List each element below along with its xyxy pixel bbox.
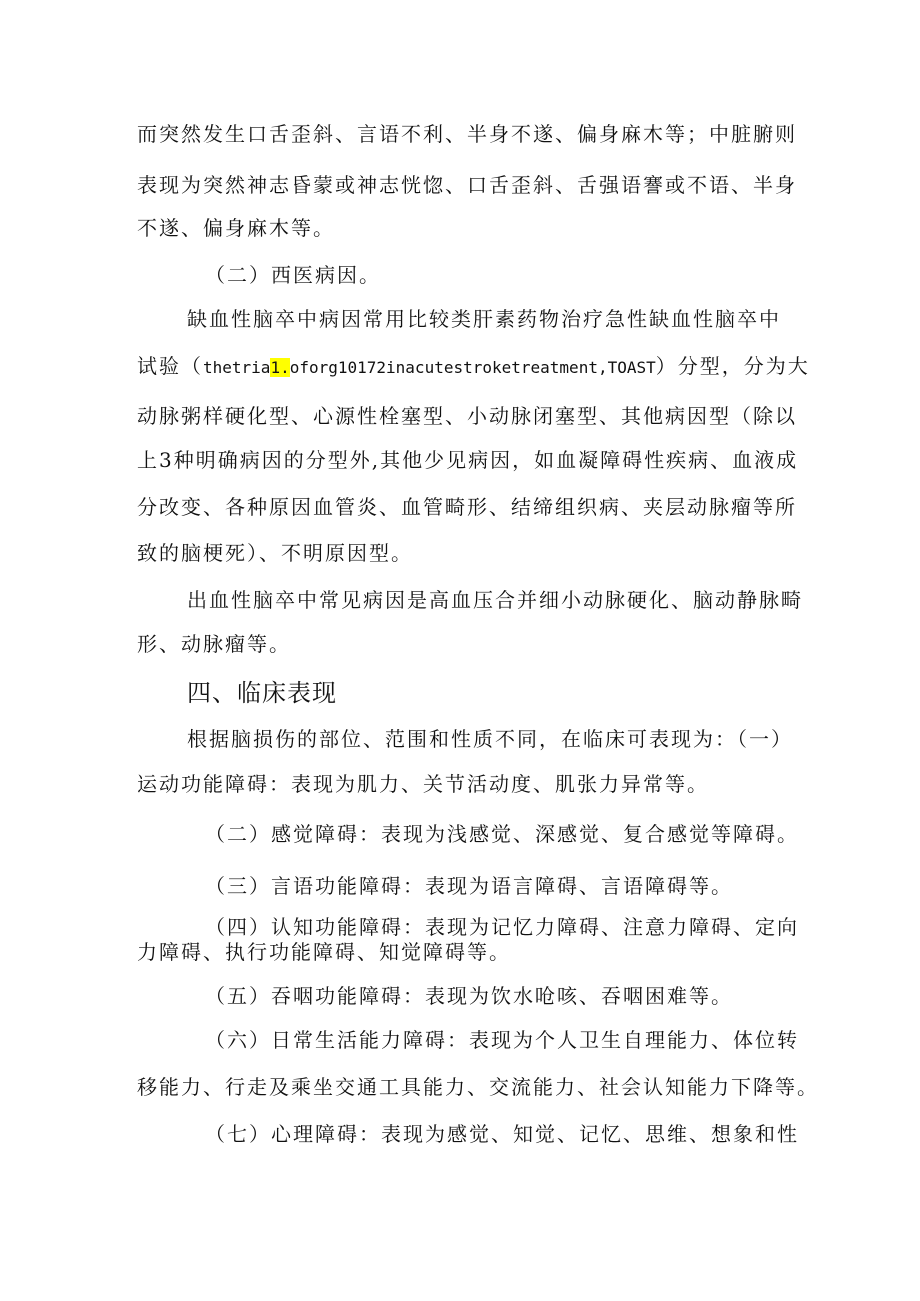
code-run: oforg10172inacutestroketreatment,TOAST xyxy=(289,358,656,377)
section-heading: 四、临床表现 xyxy=(187,679,337,707)
text-line: 而突然发生口舌歪斜、言语不利、半身不遂、偏身麻木等；中脏腑则 xyxy=(137,122,797,146)
list-item: （二）感觉障碍：表现为浅感觉、深感觉、复合感觉等障碍。 xyxy=(205,822,799,846)
text-line: 缺血性脑卒中病因常用比较类肝素药物治疗急性缺血性脑卒中 xyxy=(187,307,781,331)
text-line: 上3种明确病因的分型外,其他少见病因，如血凝障碍性疾病、血液成 xyxy=(137,448,799,472)
text-run: ）分型，分为大 xyxy=(655,354,810,378)
list-item: （六）日常生活能力障碍：表现为个人卫生自理能力、体位转 xyxy=(205,1028,799,1052)
text-line-with-code xyxy=(137,353,810,381)
text-line: 力障碍、执行功能障碍、知觉障碍等。 xyxy=(137,940,511,964)
text-line: 表现为突然神志昏蒙或神志恍惚、口舌歪斜、舌强语謇或不语、半身 xyxy=(137,173,797,197)
text-run: 试验（ xyxy=(137,354,203,378)
text-line: 根据脑损伤的部位、范围和性质不同，在临床可表现为：（一） xyxy=(187,727,793,751)
highlighted-text: 1. xyxy=(270,358,290,377)
text-line: 分改变、各种原因血管炎、血管畸形、结缔组织病、夹层动脉瘤等所 xyxy=(137,495,797,519)
list-item: （五）吞咽功能障碍：表现为饮水呛咳、吞咽困难等。 xyxy=(205,984,733,1008)
subheading-western-causes: （二）西医病因。 xyxy=(205,263,381,287)
list-item: （七）心理障碍：表现为感觉、知觉、记忆、思维、想象和性 xyxy=(205,1122,799,1146)
text-line: 形、动脉瘤等。 xyxy=(137,632,291,656)
list-item: （四）认知功能障碍：表现为记忆力障碍、注意力障碍、定向 xyxy=(205,915,799,939)
text-line: 移能力、行走及乘坐交通工具能力、交流能力、社会认知能力下降等。 xyxy=(137,1075,819,1099)
text-line: 出血性脑卒中常见病因是高血压合并细小动脉硬化、脑动静脉畸 xyxy=(187,588,803,612)
code-run: thetria xyxy=(203,358,271,377)
list-item: （三）言语功能障碍：表现为语言障碍、言语障碍等。 xyxy=(205,874,733,898)
text-line: 致的脑梗死）、不明原因型。 xyxy=(137,541,413,565)
text-line: 运动功能障碍：表现为肌力、关节活动度、肌张力异常等。 xyxy=(137,772,709,796)
text-line: 不遂、偏身麻木等。 xyxy=(137,216,335,240)
text-line: 动脉粥样硬化型、心源性栓塞型、小动脉闭塞型、其他病因型（除以 xyxy=(137,404,797,428)
